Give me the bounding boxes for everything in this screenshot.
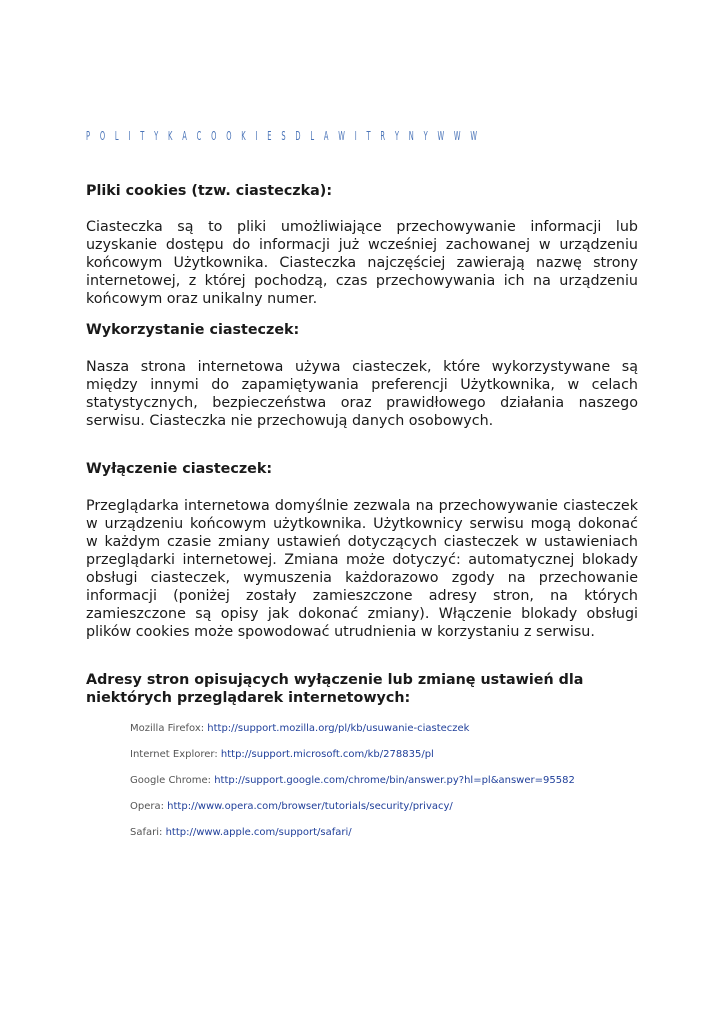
browser-label: Opera: bbox=[130, 801, 168, 812]
paragraph-text: Ciasteczka są to pliki umożliwiające przechowywanie informacji lub uzyskanie dostępu do informacji już wcześniej zachowanej w urządzeniu końcowym Użytkownika. Ciasteczka najczęściej zawierają nazwę strony internetowej, z której pochodzą, czas przechowywania ich na urządzeniu końcowym oraz unikalny numer. bbox=[86, 219, 638, 307]
heading-text: Wykorzystanie ciasteczek: bbox=[86, 322, 300, 338]
firefox-link[interactable]: http://support.mozilla.org/pl/kb/usuwanie-ciasteczek bbox=[207, 723, 470, 734]
browser-label: Internet Explorer: bbox=[130, 749, 221, 760]
browser-label: Mozilla Firefox: bbox=[130, 723, 208, 734]
section-heading-browser-addresses bbox=[86, 671, 638, 707]
section-paragraph-usage bbox=[86, 358, 638, 430]
browser-links-list bbox=[130, 722, 630, 852]
section-heading-usage bbox=[86, 321, 638, 339]
list-item-safari bbox=[130, 826, 630, 852]
list-item-opera bbox=[130, 800, 630, 826]
browser-label: Safari: bbox=[130, 827, 166, 838]
list-item-firefox bbox=[130, 722, 630, 748]
list-item-chrome bbox=[130, 774, 630, 800]
heading-text: Pliki cookies (tzw. ciasteczka): bbox=[86, 183, 333, 199]
heading-text: Wyłączenie ciasteczek: bbox=[86, 461, 273, 477]
heading-text: Adresy stron opisujących wyłączenie lub zmianę ustawień dla niektórych przeglądarek internetowych: bbox=[86, 672, 584, 706]
chrome-link[interactable]: http://support.google.com/chrome/bin/answer.py?hl=pl&answer=95582 bbox=[214, 775, 575, 786]
section-paragraph-disable bbox=[86, 497, 638, 641]
list-item-internet-explorer bbox=[130, 748, 630, 774]
browser-label: Google Chrome: bbox=[130, 775, 215, 786]
internet-explorer-link[interactable]: http://support.microsoft.com/kb/278835/pl bbox=[220, 749, 434, 760]
section-paragraph-cookies bbox=[86, 218, 638, 308]
section-heading-cookies bbox=[86, 182, 638, 200]
opera-link[interactable]: http://www.opera.com/browser/tutorials/security/privacy/ bbox=[167, 801, 453, 812]
paragraph-text: Przeglądarka internetowa domyślnie zezwala na przechowywanie ciasteczek w urządzeniu końcowym użytkownika. Użytkownicy serwisu mogą dokonać w każdym czasie zmiany ustawień dotyczących ciasteczek w ustawieniach przeglądarki internetowej. Zmiana może dotyczyć: automatycznej blokady obsługi ciasteczek, wymuszenia każdorazowo zgody na przechowanie informacji (poniżej zostały zamieszczone adresy stron, na których zamieszczone są opisy jak dokonać zmiany). Włączenie blokady obsługi plików cookies może spowodować utrudnienia w korzystaniu z serwisu. bbox=[86, 498, 638, 640]
safari-link[interactable]: http://www.apple.com/support/safari/ bbox=[165, 827, 352, 838]
document-title: P O L I T Y K A C O O K I E S D L A W I T R Y N Y W W W bbox=[86, 129, 481, 143]
section-heading-disable bbox=[86, 460, 638, 478]
paragraph-text: Nasza strona internetowa używa ciasteczek, które wykorzystywane są między innymi do zapamiętywania preferencji Użytkownika, w celach statystycznych, bezpieczeństwa oraz prawidłowego działania naszego serwisu. Ciasteczka nie przechowują danych osobowych. bbox=[86, 359, 638, 429]
